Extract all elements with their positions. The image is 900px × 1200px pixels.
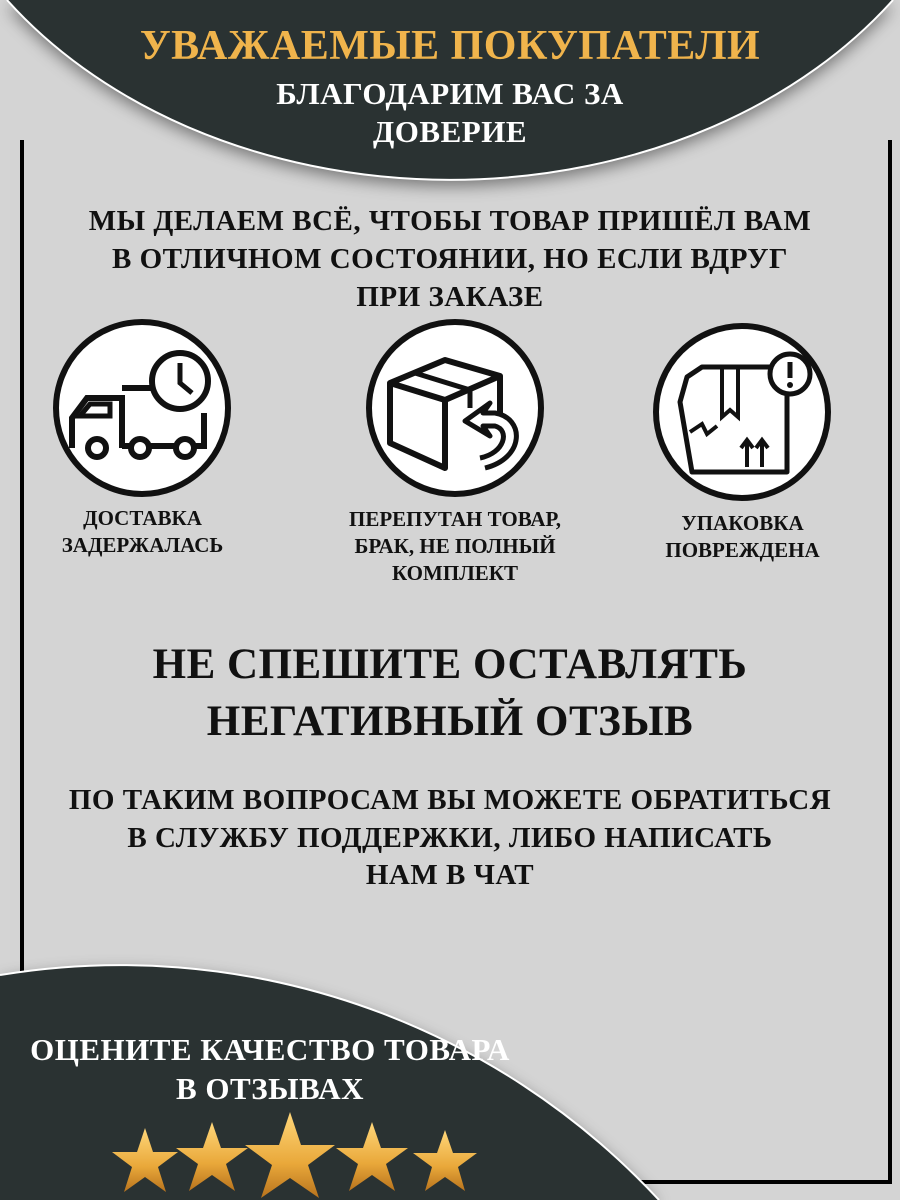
issue-caption-packaging (630, 510, 855, 564)
delivery-truck-clock-icon (52, 318, 232, 498)
caption-line: ПОВРЕЖДЕНА (665, 538, 820, 562)
support-line3: НАМ В ЧАТ (365, 859, 535, 891)
caption-line: БРАК, НЕ ПОЛНЫЙ (354, 534, 556, 558)
caption-line: ПЕРЕПУТАН ТОВАР, (349, 507, 561, 531)
caption-line: ДОСТАВКА (83, 506, 202, 530)
header-subtitle-line2: ДОВЕРИЕ (372, 114, 528, 149)
caption-line: КОМПЛЕКТ (391, 561, 519, 585)
header-subtitle-line1: БЛАГОДАРИМ ВАС ЗА (276, 76, 624, 111)
box-return-icon (365, 318, 545, 498)
issue-caption-wrong-item (300, 506, 610, 587)
caption-line: ЗАДЕРЖАЛАСЬ (61, 533, 224, 557)
damaged-package-icon (652, 322, 832, 502)
header-title: УВАЖАЕМЫЕ ПОКУПАТЕЛИ (139, 23, 761, 69)
warning-line2: НЕГАТИВНЫЙ ОТЗЫВ (206, 698, 694, 745)
intro-line3: ПРИ ЗАКАЗЕ (356, 281, 544, 313)
warning-line1: НЕ СПЕШИТЕ ОСТАВЛЯТЬ (152, 641, 748, 688)
intro-line2: В ОТЛИЧНОМ СОСТОЯНИИ, НО ЕСЛИ ВДРУГ (112, 243, 788, 275)
support-line1: ПО ТАКИМ ВОПРОСАМ ВЫ МОЖЕТЕ ОБРАТИТЬСЯ (68, 784, 832, 816)
footer-line1: ОЦЕНИТЕ КАЧЕСТВО ТОВАРА (30, 1032, 510, 1067)
intro-line1: МЫ ДЕЛАЕМ ВСЁ, ЧТОБЫ ТОВАР ПРИШЁЛ ВАМ (88, 205, 812, 237)
footer-line2: В ОТЗЫВАХ (175, 1071, 365, 1106)
support-line2: В СЛУЖБУ ПОДДЕРЖКИ, ЛИБО НАПИСАТЬ (127, 822, 773, 854)
caption-line: УПАКОВКА (681, 511, 804, 535)
issue-caption-delivery (30, 505, 255, 559)
